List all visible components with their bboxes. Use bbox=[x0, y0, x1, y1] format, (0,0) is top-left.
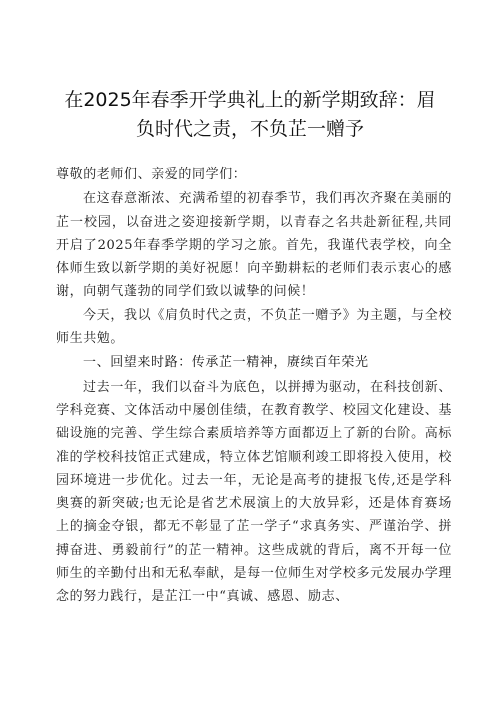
document-body bbox=[56, 163, 452, 609]
section-heading: 一、回望来时路：传承芷一精神，赓续百年荣光 bbox=[83, 355, 369, 371]
salutation: 尊敬的老师们、亲爱的同学们： bbox=[56, 167, 247, 182]
title-line-1: 在2025年春季开学典礼上的新学期致辞：眉 bbox=[64, 89, 436, 111]
body-paragraph: 今天，我以《肩负时代之责，不负芷一赠予》为主题，与全校师生共勉。 bbox=[56, 307, 452, 347]
body-paragraph: 过去一年，我们以奋斗为底色，以拼搏为驱动，在科技创新、学科竞赛、文体活动中屡创佳绩，在教育教学、校园文化建设、基础设施的完善、学生综合素质培养等方面都迈上了新的台阶。高标准的学校科技馆正式建成，特立体艺馆顺利竣工即将投入使用，校园环境进一步优化。过去一年，无论是高考的捷报飞传,还是学科奥赛的新突破;也无论是省艺术展演上的大放异彩，还是体育赛场上的摘金夺银，都无不彰显了芷一学子“求真务实、严谨治学、拼搏奋进、勇毅前行”的芷一精神。这些成就的背后，离不开每一位师生的辛勤付出和无私奉献，是每一位师生对学校多元发展办学理念的努力践行，是芷江一中“真诚、感恩、励志、 bbox=[56, 379, 452, 605]
page-title bbox=[60, 86, 440, 144]
title-line-2: 负时代之责，不负芷一赠予 bbox=[135, 118, 364, 140]
body-paragraph: 在这春意渐浓、充满希望的初春季节，我们再次齐聚在美丽的芷一校园，以奋进之姿迎接新学期，以青春之名共赴新征程,共同开启了2025年春季学期的学习之旅。首先，我谨代表学校，向全体师生致以新学期的美好祝愿！向辛勤耕耘的老师们表示衷心的感谢，向朝气蓬勃的同学们致以诚挚的问候！ bbox=[56, 191, 452, 300]
